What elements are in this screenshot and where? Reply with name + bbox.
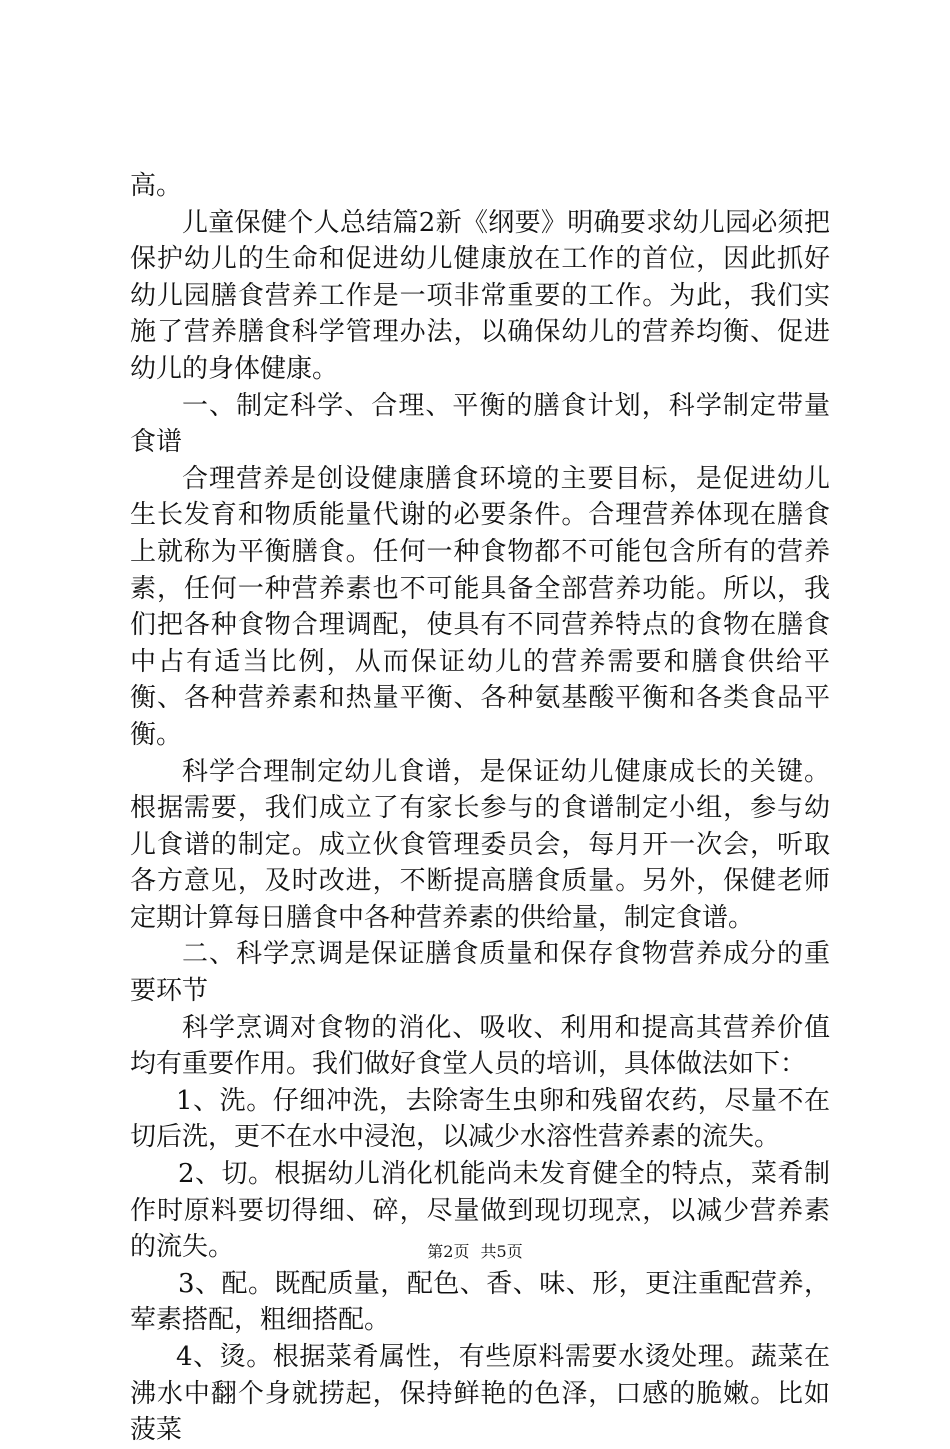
list-item-blanch: 4、烫。根据菜肴属性，有些原料需要水烫处理。蔬菜在沸水中翻个身就捞起，保持鲜艳的色泽，口感的脆嫩。比如菠菜 (130, 1342, 830, 1446)
paragraph-nutrition: 合理营养是创设健康膳食环境的主要目标，是促进幼儿生长发育和物质能量代谢的必要条件。合理营养体现在膳食上就称为平衡膳食。任何一种食物都不可能包含所有的营养素，任何一种营养素也不可能具备全部营养功能。所以，我们把各种食物合理调配，使具有不同营养特点的食物在膳食中占有适当比例，从而保证幼儿的营养需要和膳食供给平衡、各种营养素和热量平衡、各种氨基酸平衡和各类食品平衡。 (130, 463, 830, 750)
paragraph-intro: 儿童保健个人总结篇2新《纲要》明确要求幼儿园必须把保护幼儿的生命和促进幼儿健康放在工作的首位，因此抓好幼儿园膳食营养工作是一项非常重要的工作。为此，我们实施了营养膳食科学管理办法，以确保幼儿的营养均衡、促进幼儿的身体健康。 (130, 207, 830, 384)
paragraph-menu: 科学合理制定幼儿食谱，是保证幼儿健康成长的关键。根据需要，我们成立了有家长参与的食谱制定小组，参与幼儿食谱的制定。成立伙食管理委员会，每月开一次会，听取各方意见，及时改进，不断提高膳食质量。另外，保健老师定期计算每日膳食中各种营养素的供给量，制定食谱。 (130, 756, 830, 933)
page-footer (0, 1239, 950, 1262)
list-item-wash: 1、洗。仔细冲洗，去除寄生虫卵和残留农药，尽量不在切后洗，更不在水中浸泡，以减少水溶性营养素的流失。 (130, 1085, 830, 1153)
paragraph-cooking: 科学烹调对食物的消化、吸收、利用和提高其营养价值均有重要作用。我们做好食堂人员的培训，具体做法如下： (130, 1012, 830, 1080)
paragraph-continuation: 高。 (130, 171, 183, 201)
list-item-match: 3、配。既配质量，配色、香、味、形，更注重配营养，荤素搭配，粗细搭配。 (130, 1268, 830, 1336)
section-heading-2: 二、科学烹调是保证膳食质量和保存食物营养成分的重要环节 (130, 939, 830, 1007)
list-item-cut: 2、切。根据幼儿消化机能尚未发育健全的特点，菜肴制作时原料要切得细、碎，尽量做到现切现烹，以减少营养素的流失。 (130, 1159, 830, 1263)
section-heading-1: 一、制定科学、合理、平衡的膳食计划，科学制定带量食谱 (130, 390, 830, 458)
page-total: 共5页 (480, 1242, 523, 1261)
page-number: 第2页 (427, 1242, 470, 1261)
